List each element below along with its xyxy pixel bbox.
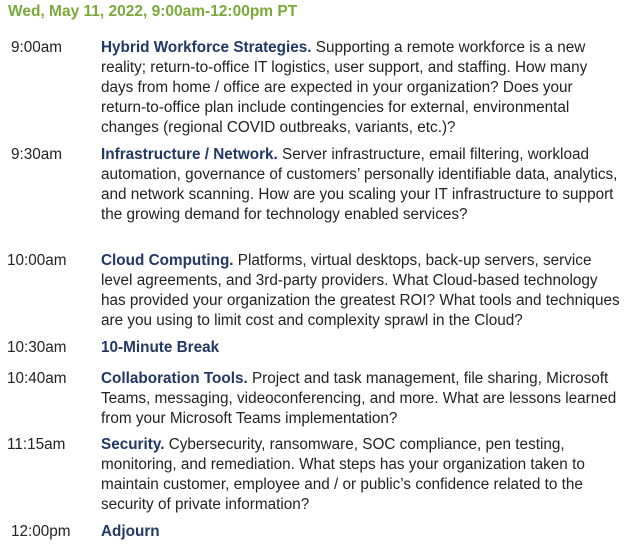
agenda-title: Adjourn <box>101 523 160 540</box>
agenda-text: Server infrastructure, email filtering, workload automation, governance of customers’ personally identifiable data, analytics, and network scanning. How are you scaling your IT infrastructure to support the growing demand for technology enabled services? <box>101 146 618 223</box>
agenda-text: Platforms, virtual desktops, back-up servers, service level agreements, and 3rd-party providers. What Cloud-based technology has provided your organization the greatest ROI? What tools and techniques are you using to limit cost and complexity sprawl in the Cloud? <box>101 252 620 329</box>
agenda-time: 9:00am <box>11 39 63 56</box>
agenda-description <box>101 38 621 138</box>
agenda-title: Hybrid Workforce Strategies. <box>101 39 312 56</box>
agenda-text: Supporting a remote workforce is a new reality; return-to-office IT logistics, user support, and staffing. How many days from home / office are expected in your organization? Does your return-to-office plan include contingencies for external, environmental changes (regional COVID outbreaks, variants, etc.)? <box>101 39 588 136</box>
agenda-title: Infrastructure / Network. <box>101 146 278 163</box>
date-heading: Wed, May 11, 2022, 9:00am-12:00pm PT <box>8 3 298 20</box>
agenda-time: 11:15am <box>7 436 66 453</box>
agenda-description <box>101 145 621 225</box>
agenda-title: Collaboration Tools. <box>101 370 248 387</box>
agenda-description <box>101 251 621 331</box>
agenda-time: 10:40am <box>7 370 67 387</box>
agenda-time: 10:00am <box>7 252 67 269</box>
agenda-time: 9:30am <box>11 146 63 163</box>
agenda-description <box>101 522 621 542</box>
agenda-time: 12:00pm <box>11 523 71 540</box>
agenda-title: 10-Minute Break <box>101 339 220 356</box>
agenda-time: 10:30am <box>7 339 67 356</box>
agenda-description <box>101 435 621 515</box>
agenda-description <box>101 338 621 358</box>
agenda-text: Cybersecurity, ransomware, SOC compliance, pen testing, monitoring, and remediation. What steps has your organization taken to maintain customer, employee and / or public’s confidence related to the security of private information? <box>101 436 585 513</box>
agenda-title: Cloud Computing. <box>101 252 234 269</box>
agenda-text: Project and task management, file sharing, Microsoft Teams, messaging, videoconferencing, and more. What are lessons learned from your Microsoft Teams implementation? <box>101 370 617 427</box>
agenda-description <box>101 369 621 429</box>
agenda-title: Security. <box>101 436 165 453</box>
